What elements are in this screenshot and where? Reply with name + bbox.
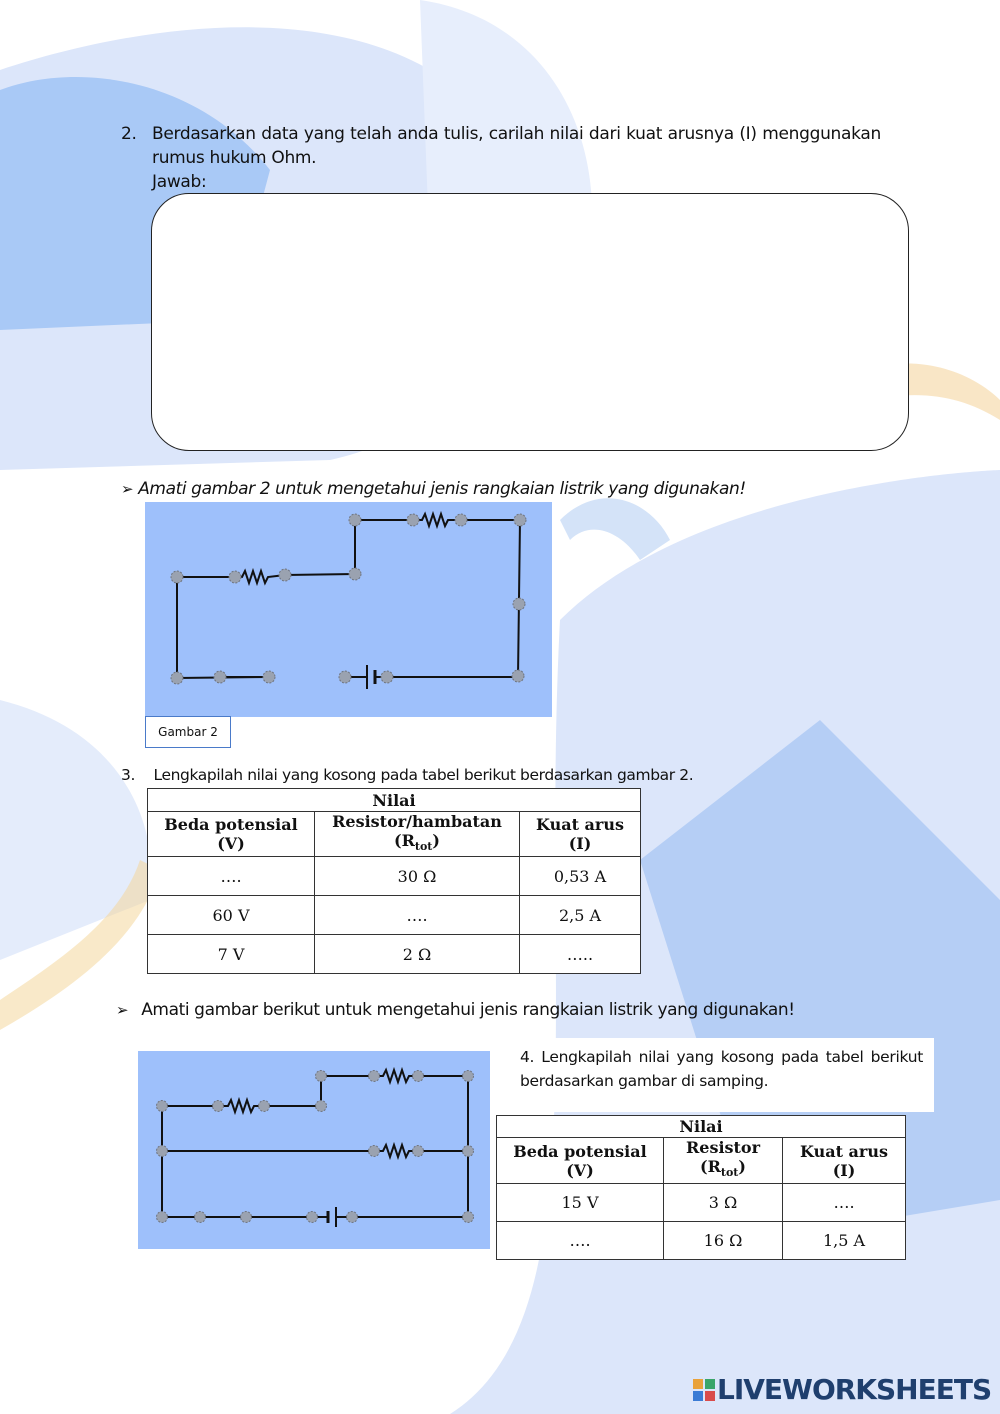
header-voltage: Beda potensial (V) [148,812,315,857]
table-cell: 7 V [148,935,315,974]
resistor-c [374,1145,418,1157]
table-cell-input[interactable]: …. [315,896,520,935]
table-cell: 3 Ω [664,1184,783,1222]
figure-2-caption: Gambar 2 [145,716,231,748]
table-cell: 60 V [148,896,315,935]
mixed-circuit-drawing [138,1051,490,1249]
table-title: Nilai [497,1116,906,1138]
header-current: Kuat arus (I) [783,1138,906,1184]
header-current: Kuat arus (I) [520,812,641,857]
table-figure-3 [496,1115,906,1260]
circuit-diagram-figure-3 [138,1051,490,1249]
question-2-text: Berdasarkan data yang telah anda tulis, carilah nilai dari kuat arusnya (I) menggunakan rumus hukum Ohm. [152,124,881,168]
table-title: Nilai [148,789,641,812]
circuit-diagram-figure-2 [145,502,552,717]
resistor-1 [235,571,285,583]
table-cell: 1,5 A [783,1222,906,1260]
header-resistance: Resistor/hambatan $(R_{tot})$ [315,812,520,857]
resistor-a [218,1100,264,1112]
table-cell-input[interactable]: ….. [520,935,641,974]
header-voltage: Beda potensial (V) [497,1138,664,1184]
liveworksheets-logo [693,1373,991,1406]
table-cell-input[interactable]: …. [497,1222,664,1260]
arrow-bullet-icon: ➢ [116,1001,129,1019]
question-3-text: Lengkapilah nilai yang kosong pada tabel berikut berdasarkan gambar 2. [153,766,694,784]
question-3 [121,766,693,784]
answer-label: Jawab: [152,172,207,192]
instruction-figure-2 [121,479,746,499]
table-cell: 15 V [497,1184,664,1222]
header-resistance: Resistor $(R_{tot})$ [664,1138,783,1184]
resistor-b [374,1070,418,1082]
question-2 [121,122,881,194]
resistor-2 [413,514,461,526]
resistance-unit: $(R_{tot})$ [394,831,440,854]
table-cell-input[interactable]: …. [783,1184,906,1222]
instruction-text: Amati gambar 2 untuk mengetahui jenis rangkaian listrik yang digunakan! [138,479,746,499]
instruction-text: Amati gambar berikut untuk mengetahui jenis rangkaian listrik yang digunakan! [141,1000,795,1020]
logo-text: LIVEWORKSHEETS [717,1373,992,1406]
series-circuit-drawing [145,502,552,717]
question-3-number: 3. [121,766,135,784]
instruction-figure-3 [116,1000,795,1020]
table-cell: 16 Ω [664,1222,783,1260]
table-cell: 2 Ω [315,935,520,974]
question-4-text: 4. Lengkapilah nilai yang kosong pada tabel berikut berdasarkan gambar di samping. [520,1048,923,1090]
table-cell-input[interactable]: …. [148,857,315,896]
question-2-number: 2. [121,124,137,144]
table-cell: 0,53 A [520,857,641,896]
answer-textbox[interactable] [151,193,909,451]
arrow-bullet-icon: ➢ [121,480,134,498]
table-figure-2 [147,788,641,974]
liveworksheets-logo-icon [693,1379,715,1401]
resistance-unit: $(R_{tot})$ [700,1157,746,1180]
table-cell: 30 Ω [315,857,520,896]
table-cell: 2,5 A [520,896,641,935]
